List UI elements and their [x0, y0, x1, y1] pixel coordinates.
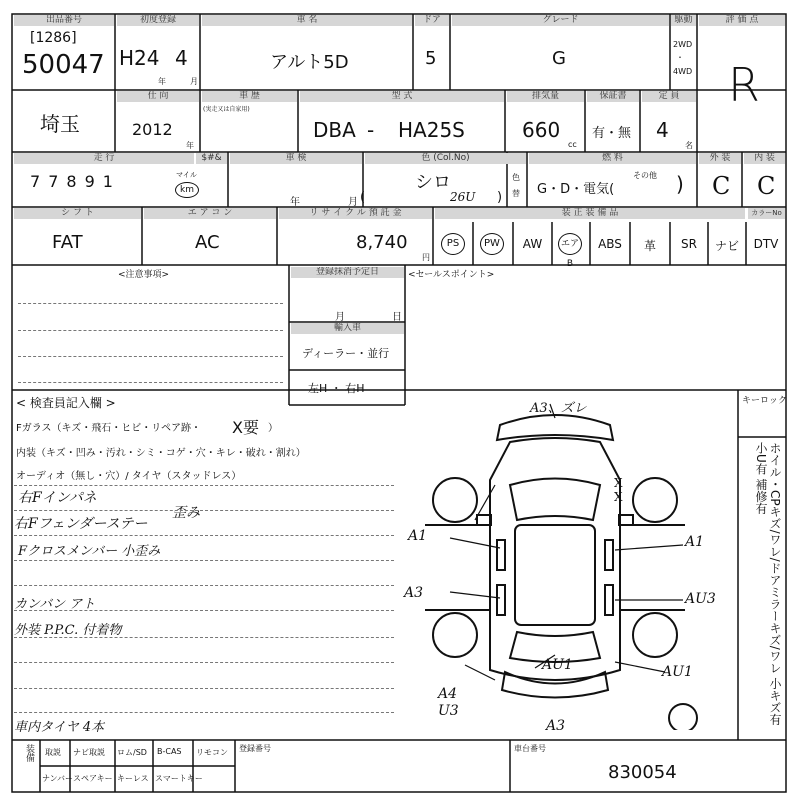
inspector-heading: < 検査員記入欄 > [16, 396, 116, 410]
equip-pw: PW [480, 233, 504, 255]
inspector-audio: オーディオ（無し・穴）/ タイヤ（スタッドレス） [16, 471, 242, 482]
fuel-options: G・D・電気( [537, 182, 615, 197]
capacity-unit: 名 [685, 141, 693, 150]
notes-label: <注意事項> [118, 270, 170, 280]
first-reg-year-unit: 年 [158, 77, 166, 86]
label-inspection: 車 検 [230, 153, 362, 164]
warranty-value: 有・無 [592, 126, 632, 141]
drive-dot: ・ [676, 53, 684, 62]
color-code: 26U [450, 190, 476, 204]
history-note: (実走又は自家用) [203, 106, 250, 113]
inspector-hand2b: 歪み [172, 505, 200, 521]
mark-rear-mid: AU1 [542, 657, 573, 673]
mileage-digit: 9 [84, 172, 95, 191]
label-car-name: 車 名 [202, 15, 412, 26]
western-year-unit: 年 [186, 141, 194, 150]
inspector-hand6: 車内タイヤ 4本 [14, 720, 105, 735]
label-warranty: 保証書 [587, 91, 639, 102]
keylock-label: キーロック [742, 396, 787, 406]
inspector-line [14, 610, 394, 611]
footer-item: ロム/SD [117, 748, 147, 757]
inspector-line [14, 560, 394, 561]
inspector-glass-close: ） [268, 423, 278, 434]
fuel-other: その他 [633, 171, 657, 180]
label-recycle: リ サ イ ク ル 預 託 金 [279, 208, 432, 219]
reg-day: 日 [392, 312, 402, 323]
inspector-glass-mark: X要 [232, 418, 259, 437]
shift-value: FAT [52, 232, 83, 253]
label-drive: 駆動 [671, 15, 696, 26]
label-equipment: 装 正 装 備 品 [435, 208, 745, 219]
color-paren-close: ) [497, 190, 503, 205]
label-interior: 内 装 [744, 153, 785, 164]
inspector-line [14, 688, 394, 689]
color-name: シロ [415, 172, 451, 193]
western-year: 2012 [132, 120, 173, 139]
vertical-note: ホイル・CPキズ/ワレ/ドアミラーキズ/ワレ 小キズ有 小U有 補修有 [754, 442, 782, 726]
inspection-month-label: 月 [348, 197, 358, 208]
first-reg-month: 4 [175, 46, 188, 70]
footer-item: スペアキー [73, 774, 113, 783]
footer-chassis-label: 車台番号 [514, 744, 546, 753]
import-dealer: ディーラー・並行 [302, 347, 390, 360]
inspector-glass: Fガラス（キズ・飛石・ヒビ・リペア跡・ [16, 423, 202, 434]
label-aircon: エ ア コ ン [144, 208, 276, 219]
footer-item: 取説 [45, 748, 61, 757]
mark-bottom: A3 [546, 718, 566, 734]
equip-aw: AW [522, 237, 543, 251]
footer-item: リモコン [196, 748, 228, 757]
model-dash: - [367, 118, 375, 142]
mileage-digits [30, 172, 113, 191]
mileage-unit-km: km [175, 182, 199, 198]
notes-line [18, 330, 283, 331]
drive-2wd: 2WD [673, 40, 693, 49]
label-doors: ドア [415, 15, 449, 26]
label-color-no: カラーNo [748, 208, 785, 219]
label-origin: 仕 向 [117, 91, 199, 102]
model-prefix: DBA [313, 118, 356, 142]
label-model: 型 式 [300, 91, 504, 102]
notes-line [18, 356, 283, 357]
grade: G [552, 48, 566, 69]
inspector-hand1: 右Fインパネ [18, 490, 97, 506]
footer-reg-num-label: 登録番号 [239, 744, 271, 753]
inspector-interior: 内装（キズ・凹み・汚れ・シミ・コゲ・穴・キレ・破れ・割れ） [16, 448, 306, 459]
inspector-line [14, 510, 394, 511]
eval-score: R [728, 58, 760, 112]
reg-month: 月 [335, 312, 345, 323]
mark-left-front: A1 [408, 528, 428, 544]
inspector-line [14, 637, 394, 638]
footer-item: スマートキー [155, 774, 203, 783]
inspection-paren: ( [360, 190, 366, 205]
capacity-value: 4 [656, 118, 669, 142]
lot-number: 50047 [22, 50, 105, 80]
mileage-digit: 7 [30, 172, 41, 191]
mileage-unit-mile: マイル [176, 171, 197, 179]
car-name: アルト5D [270, 52, 349, 73]
footer-item: キーレス [117, 774, 149, 783]
equip-leather: 革 [643, 239, 656, 253]
notes-line [18, 382, 283, 383]
inspector-hand2: 右Fフェンダーステー [14, 516, 148, 532]
mileage-digit: 1 [102, 172, 113, 191]
inspector-hand5: 外装 P.P.C. 付着物 [14, 623, 122, 638]
label-mileage: 走 行 [14, 153, 194, 164]
mileage-digit: 8 [66, 172, 77, 191]
footer-item: ナビ取説 [73, 748, 105, 757]
inspector-hand3: Fクロスメンバー 小歪み [18, 544, 161, 559]
inspection-year-label: 年 [290, 197, 300, 208]
inspector-line [14, 485, 394, 486]
footer-item: ナンバー [42, 774, 74, 783]
interior-score: C [757, 172, 776, 200]
mark-x1: X [614, 476, 623, 490]
footer-chassis: 830054 [608, 762, 677, 783]
origin: 埼玉 [40, 112, 80, 136]
doors: 5 [425, 48, 437, 69]
mark-top: A3、ズレ [530, 401, 587, 416]
mark-x2: X [614, 490, 623, 504]
equip-dtv: DTV [753, 237, 779, 251]
label-first-reg: 初度登録 [117, 15, 199, 26]
model-code: HA25S [398, 118, 465, 142]
first-reg-month-unit: 月 [190, 77, 198, 86]
inspector-hand4: カンバン アト [14, 597, 96, 612]
equip-airbag: エアB [558, 233, 582, 255]
label-lot: 出品番号 [14, 15, 114, 26]
mileage-digit: 7 [48, 172, 59, 191]
lot-bracket: [1286] [30, 30, 77, 46]
color-change-label1: 色 [512, 173, 520, 182]
sales-point-label: <セールスポイント> [408, 270, 495, 280]
label-mileage-sub: $#& [196, 153, 227, 164]
equip-ps: PS [441, 233, 465, 255]
inspector-line [14, 585, 394, 586]
notes-line [18, 303, 283, 304]
import-steering: 左H ・ 右H [308, 382, 365, 395]
displacement-unit: cc [568, 140, 577, 149]
equip-sr: SR [681, 237, 697, 251]
mark-left-rear: A3 [404, 585, 424, 601]
color-change-label2: 替 [512, 189, 520, 198]
label-eval: 評 価 点 [699, 15, 785, 26]
label-history: 車 歴 [202, 91, 297, 102]
label-grade: グレード [452, 15, 669, 26]
mark-right-rear: AU3 [685, 591, 716, 607]
fuel-close: ) [676, 172, 684, 196]
label-fuel: 燃 料 [529, 153, 696, 164]
displacement-value: 660 [522, 118, 561, 142]
mark-rear-left-u3: U3 [438, 703, 459, 719]
import-label: 輸入車 [291, 323, 404, 334]
label-exterior: 外 装 [699, 153, 741, 164]
car-diagram [405, 400, 735, 730]
recycle-mark: 円 [422, 253, 430, 262]
mark-right-front: A1 [685, 534, 705, 550]
mark-rear-right: AU1 [662, 664, 693, 680]
inspector-line [14, 662, 394, 663]
inspector-line [14, 535, 394, 536]
label-shift: シ フ ト [14, 208, 141, 219]
first-reg-era-year: H24 [119, 46, 160, 70]
exterior-score: C [712, 172, 731, 200]
equip-navi: ナビ [714, 239, 739, 253]
mark-rear-left-a4: A4 [438, 686, 458, 702]
drive-4wd: 4WD [673, 67, 693, 76]
recycle-amount: 8,740 [356, 232, 408, 253]
footer-item: B-CAS [157, 747, 182, 756]
equip-abs: ABS [598, 237, 622, 251]
label-displacement: 排気量 [507, 91, 584, 102]
label-color: 色 (Col.No) [365, 153, 526, 164]
footer-side-label: 装備 [24, 744, 34, 762]
reg-label: 登録抹消予定日 [291, 267, 404, 278]
label-capacity: 定 員 [642, 91, 696, 102]
aircon-value: AC [195, 232, 220, 253]
inspector-line [14, 712, 394, 713]
